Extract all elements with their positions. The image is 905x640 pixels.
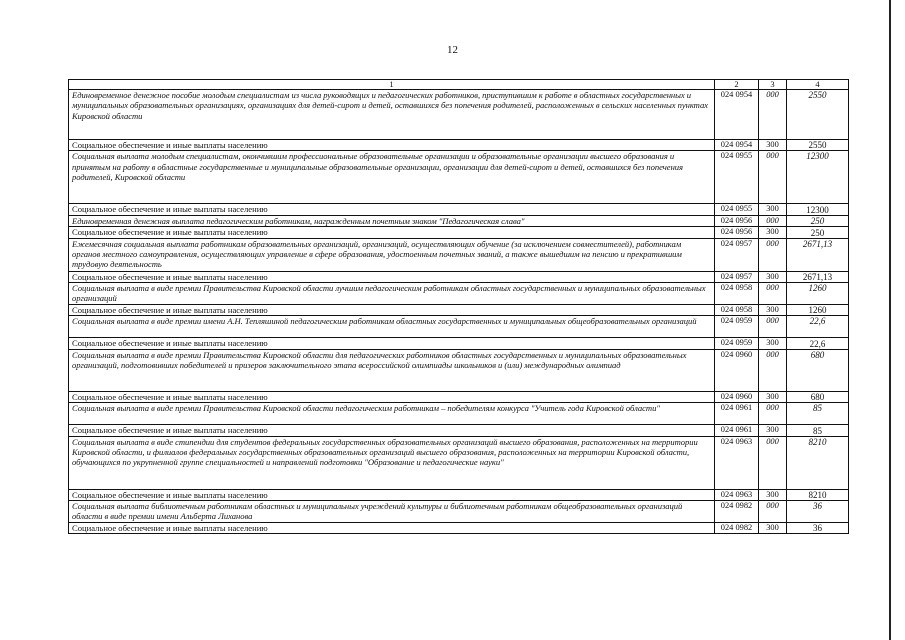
cell-value: 2550 [787, 140, 849, 151]
cell-code: 024 0982 [715, 501, 759, 523]
table-row [69, 501, 849, 523]
table-body [69, 90, 849, 534]
cell-value: 36 [787, 501, 849, 523]
table-row [69, 140, 849, 151]
cell-value: 22,6 [787, 338, 849, 349]
cell-code: 024 0963 [715, 489, 759, 500]
page-number: 12 [447, 44, 458, 56]
cell-name: Социальное обеспечение и иные выплаты населению [69, 425, 715, 436]
cell-code: 024 0954 [715, 90, 759, 140]
cell-value: 85 [787, 425, 849, 436]
cell-kind: 000 [759, 349, 787, 391]
cell-value: 250 [787, 227, 849, 238]
table-row [69, 403, 849, 425]
table-row [69, 489, 849, 500]
table-row [69, 305, 849, 316]
table-row [69, 151, 849, 204]
cell-code: 024 0963 [715, 436, 759, 489]
cell-code: 024 0955 [715, 204, 759, 215]
table-row [69, 523, 849, 534]
table-row [69, 316, 849, 338]
table-row [69, 215, 849, 226]
cell-kind: 300 [759, 523, 787, 534]
cell-value: 250 [787, 215, 849, 226]
cell-code: 024 0957 [715, 271, 759, 282]
cell-name: Социальная выплата библиотечным работникам областных и муниципальных учреждений культуры и библиотечным работникам общеобразовательных организаций области в виде премии имени Альберта Лиханова [69, 501, 715, 523]
table-row [69, 271, 849, 282]
cell-name: Социальное обеспечение и иные выплаты населению [69, 140, 715, 151]
cell-name: Социальная выплата в виде премии Правительства Кировской области для педагогических работников областных государственных и муниципальных образовательных организаций, подготовивших победителей и призеров заключительного этапа всероссийской олимпиады школьников и (или) международных олимпиад [69, 349, 715, 391]
cell-code: 024 0958 [715, 305, 759, 316]
cell-kind: 300 [759, 489, 787, 500]
cell-value: 1260 [787, 305, 849, 316]
cell-name: Социальное обеспечение и иные выплаты населению [69, 391, 715, 402]
table-row [69, 204, 849, 215]
table-row [69, 391, 849, 402]
cell-value: 2671,13 [787, 238, 849, 271]
header-col-1: 1 [69, 80, 715, 90]
cell-kind: 300 [759, 227, 787, 238]
cell-value: 2671,13 [787, 271, 849, 282]
table-header-row [69, 80, 849, 90]
cell-name: Единовременное денежное пособие молодым специалистам из числа руководящих и педагогических работников, приступившим к работе в областных государственных и муниципальных образовательных организациях, организациях для детей-сирот и детей, оставшихся без попечения родителей, расположенных в сельских населенных пунктах Кировской области [69, 90, 715, 140]
cell-code: 024 0960 [715, 391, 759, 402]
cell-name: Социальная выплата в виде стипендии для студентов федеральных государственных образовательных организаций высшего образования, расположенных на территории Кировской области, и филиалов федеральных государственных образовательных организаций высшего образования, расположенных на территории Кировской области, обучающихся по укрупненной группе специальностей и направлений подготовки "Образование и педагогические науки" [69, 436, 715, 489]
cell-value: 1260 [787, 283, 849, 305]
cell-value: 8210 [787, 489, 849, 500]
cell-kind: 000 [759, 436, 787, 489]
cell-code: 024 0955 [715, 151, 759, 204]
cell-value: 680 [787, 349, 849, 391]
cell-kind: 000 [759, 90, 787, 140]
header-col-3: 3 [759, 80, 787, 90]
cell-code: 024 0961 [715, 425, 759, 436]
cell-kind: 000 [759, 151, 787, 204]
cell-code: 024 0956 [715, 215, 759, 226]
cell-name: Единовременная денежная выплата педагогическим работникам, награжденным почетным знаком "Педагогическая слава" [69, 215, 715, 226]
cell-name: Социальное обеспечение и иные выплаты населению [69, 227, 715, 238]
cell-code: 024 0960 [715, 349, 759, 391]
cell-code: 024 0957 [715, 238, 759, 271]
table-row [69, 283, 849, 305]
header-col-4: 4 [787, 80, 849, 90]
table-row [69, 227, 849, 238]
cell-name: Социальное обеспечение и иные выплаты населению [69, 523, 715, 534]
cell-kind: 000 [759, 215, 787, 226]
cell-kind: 300 [759, 338, 787, 349]
cell-value: 85 [787, 403, 849, 425]
table-row [69, 338, 849, 349]
cell-name: Социальная выплата в виде премии имени А.Н. Тепляшиной педагогическим работникам областных государственных и муниципальных общеобразовательных организаций [69, 316, 715, 338]
cell-kind: 300 [759, 305, 787, 316]
cell-kind: 300 [759, 204, 787, 215]
cell-kind: 300 [759, 271, 787, 282]
cell-name: Социальное обеспечение и иные выплаты населению [69, 305, 715, 316]
cell-value: 2550 [787, 90, 849, 140]
cell-code: 024 0959 [715, 338, 759, 349]
header-col-2: 2 [715, 80, 759, 90]
cell-name: Социальное обеспечение и иные выплаты населению [69, 204, 715, 215]
cell-value: 22,6 [787, 316, 849, 338]
cell-code: 024 0958 [715, 283, 759, 305]
cell-code: 024 0954 [715, 140, 759, 151]
page-edge-line [889, 0, 891, 640]
cell-value: 8210 [787, 436, 849, 489]
cell-value: 12300 [787, 151, 849, 204]
cell-name: Ежемесячная социальная выплата работникам образовательных организаций, организаций, осуществляющих обучение (за исключением совместителей), работникам органов местного самоуправления, осуществляющих управление в сфере образования, удостоенным почетных званий, а также вышедшим на пенсию и прекратившим трудовую деятельность [69, 238, 715, 271]
cell-kind: 000 [759, 403, 787, 425]
cell-code: 024 0959 [715, 316, 759, 338]
cell-code: 024 0961 [715, 403, 759, 425]
cell-kind: 000 [759, 501, 787, 523]
cell-name: Социальная выплата молодым специалистам, окончившим профессиональные образовательные организации и образовательные организации высшего образования и принятым на работу в областные государственные и муниципальные образовательные организации, организации для детей-сирот и детей, оставшихся без попечения родителей, Кировской области [69, 151, 715, 204]
cell-kind: 000 [759, 316, 787, 338]
cell-kind: 000 [759, 283, 787, 305]
cell-value: 36 [787, 523, 849, 534]
cell-name: Социальное обеспечение и иные выплаты населению [69, 271, 715, 282]
cell-name: Социальное обеспечение и иные выплаты населению [69, 338, 715, 349]
table-row [69, 90, 849, 140]
table-row [69, 436, 849, 489]
cell-kind: 300 [759, 391, 787, 402]
cell-name: Социальная выплата в виде премии Правительства Кировской области лучшим педагогическим работникам областных государственных и муниципальных образовательных организаций [69, 283, 715, 305]
cell-name: Социальная выплата в виде премии Правительства Кировской области педагогическим работникам – победителям конкурса "Учитель года Кировской области" [69, 403, 715, 425]
cell-value: 12300 [787, 204, 849, 215]
cell-value: 680 [787, 391, 849, 402]
cell-code: 024 0956 [715, 227, 759, 238]
table-row [69, 425, 849, 436]
cell-kind: 000 [759, 238, 787, 271]
budget-table [68, 79, 849, 534]
table-row [69, 349, 849, 391]
cell-code: 024 0982 [715, 523, 759, 534]
table-row [69, 238, 849, 271]
cell-kind: 300 [759, 140, 787, 151]
cell-name: Социальное обеспечение и иные выплаты населению [69, 489, 715, 500]
cell-kind: 300 [759, 425, 787, 436]
